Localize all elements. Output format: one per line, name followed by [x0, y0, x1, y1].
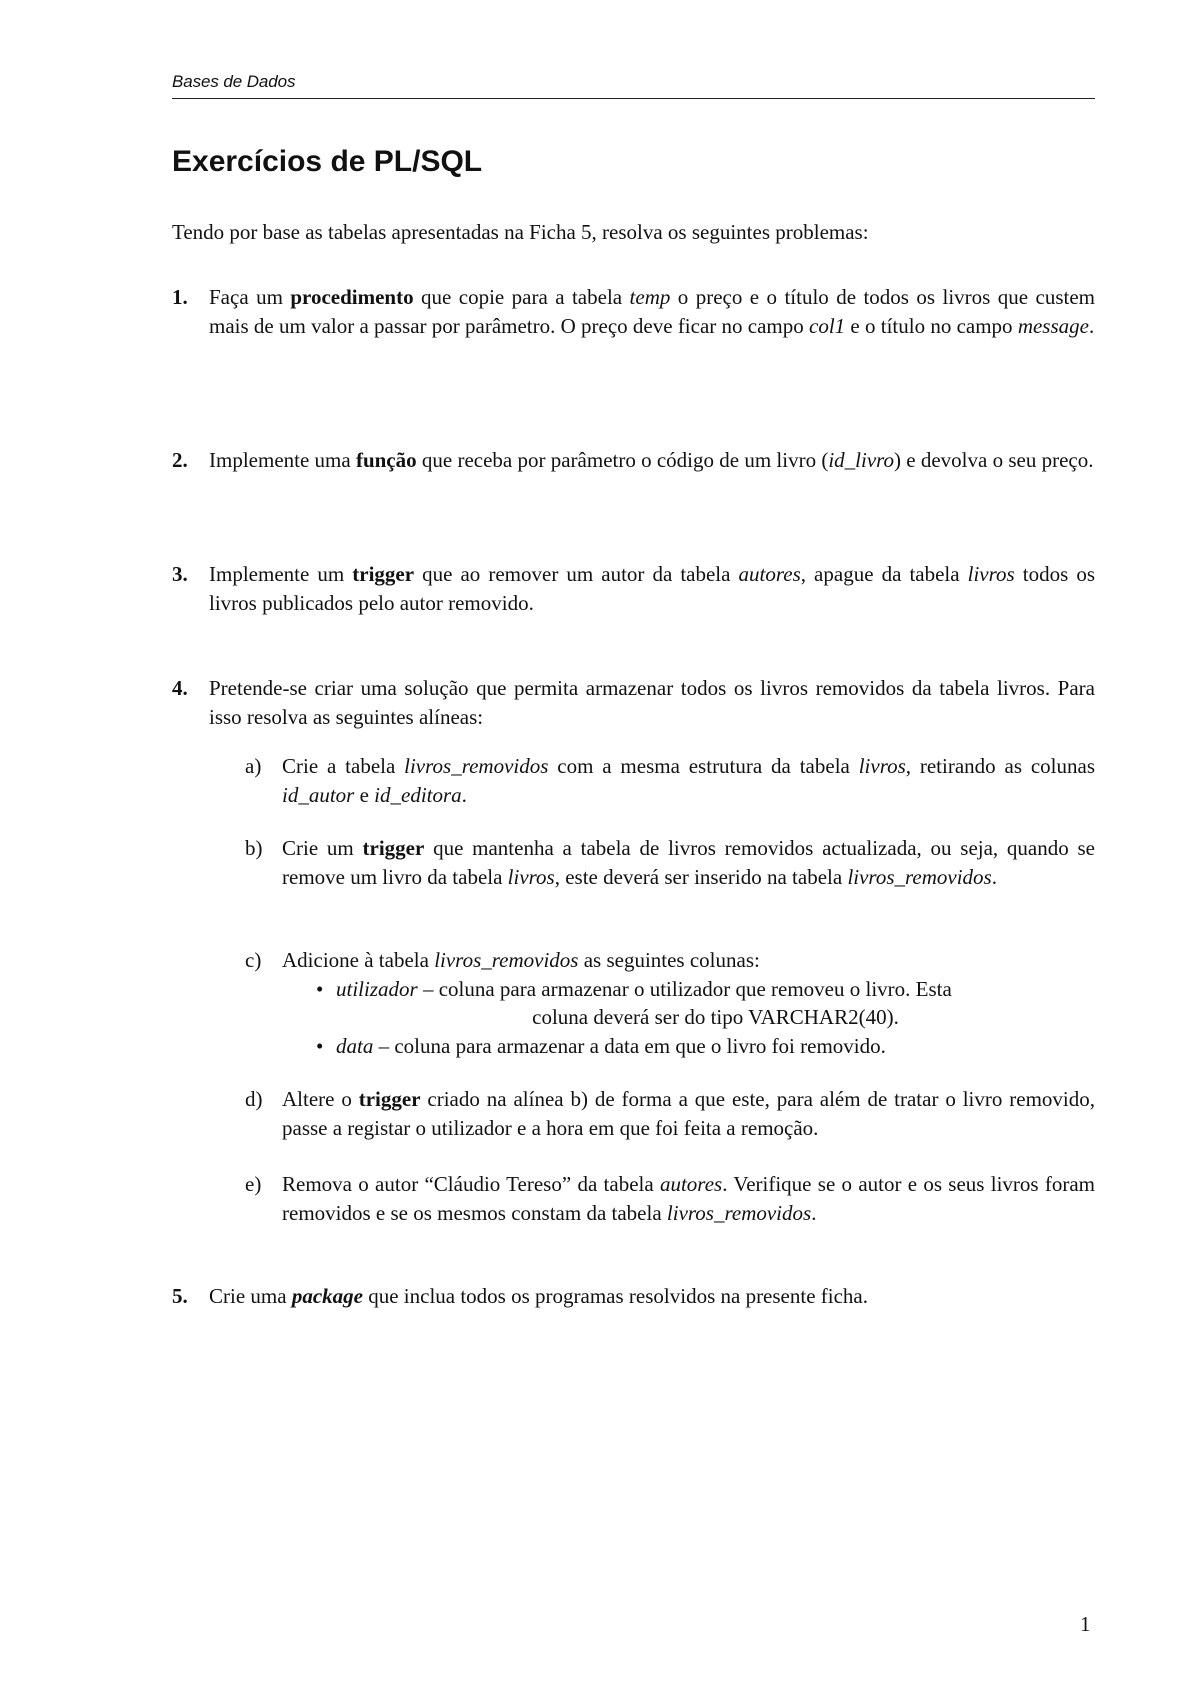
subitem-label: e) — [245, 1172, 262, 1196]
exercise-text: Crie uma package que inclua todos os programas resolvidos na presente ficha. — [209, 1284, 868, 1308]
exercise-number: 5. — [172, 1284, 188, 1308]
exercise-number: 3. — [172, 562, 188, 586]
exercise-number: 4. — [172, 676, 188, 700]
exercise-5 — [172, 1282, 1095, 1311]
bullet-item: • data – coluna para armazenar a data em que o livro foi removido. — [312, 1032, 1095, 1061]
subitem-text: Crie um trigger que mantenha a tabela de livros removidos actualizada, ou seja, quando se remove um livro da tabela livros, este deverá ser inserido na tabela livros_removidos. — [282, 836, 1095, 889]
bullet-icon: • — [316, 1033, 324, 1058]
subitem-d — [245, 1085, 1095, 1142]
exercise-number: 2. — [172, 448, 188, 472]
subitem-text: Altere o trigger criado na alínea b) de forma a que este, para além de tratar o livro removido, passe a registar o utilizador e a hora em que foi feita a remoção. — [282, 1087, 1095, 1140]
subitem-text: Remova o autor “Cláudio Tereso” da tabela autores. Verifique se o autor e os seus livros foram removidos e se os mesmos constam da tabela livros_removidos. — [282, 1172, 1095, 1225]
course-name: Bases de Dados — [172, 72, 296, 91]
exercise-1 — [172, 283, 1095, 340]
bullet-icon: • — [316, 976, 324, 1001]
page-header — [172, 72, 1095, 99]
subitem-label: b) — [245, 836, 263, 860]
subitem-c — [245, 946, 1095, 1060]
exercise-2 — [172, 446, 1095, 475]
exercise-number: 1. — [172, 285, 188, 309]
exercise-text: Implemente um trigger que ao remover um autor da tabela autores, apague da tabela livros todos os livros publicados pelo autor removido. — [209, 562, 1095, 615]
exercise-text: Pretende-se criar uma solução que permita armazenar todos os livros removidos da tabela livros. Para isso resolva as seguintes alíneas: — [209, 676, 1095, 729]
subitem-a — [245, 752, 1095, 809]
subitem-text: Adicione à tabela livros_removidos as seguintes colunas: • utilizador – coluna para armazenar o utilizador que removeu o livro. Esta coluna deverá ser do tipo VARCHAR2(40). • data – coluna para armazenar a data em que o livro foi removido. — [282, 946, 1095, 1060]
subitem-label: a) — [245, 754, 262, 778]
subitem-label: c) — [245, 948, 262, 972]
bullet-item: • utilizador – coluna para armazenar o utilizador que removeu o livro. Esta coluna deverá ser do tipo VARCHAR2(40). — [316, 976, 952, 1029]
subitem-e — [245, 1170, 1095, 1227]
page-title: Exercícios de PL/SQL — [172, 145, 483, 178]
exercise-4 — [172, 674, 1095, 731]
exercise-text: Implemente uma função que receba por parâmetro o código de um livro (id_livro) e devolva o seu preço. — [209, 448, 1094, 472]
exercise-text: Faça um procedimento que copie para a tabela temp o preço e o título de todos os livros que custem mais de um valor a passar por parâmetro. O preço deve ficar no campo col1 e o título no campo message. — [209, 285, 1095, 338]
subitem-text: Crie a tabela livros_removidos com a mesma estrutura da tabela livros, retirando as colunas id_autor e id_editora. — [282, 754, 1095, 807]
intro-text: Tendo por base as tabelas apresentadas na Ficha 5, resolva os seguintes problemas: — [172, 220, 869, 244]
subitem-label: d) — [245, 1087, 263, 1111]
exercise-3 — [172, 560, 1095, 617]
subitem-b — [245, 834, 1095, 891]
page-number: 1 — [1080, 1612, 1091, 1636]
